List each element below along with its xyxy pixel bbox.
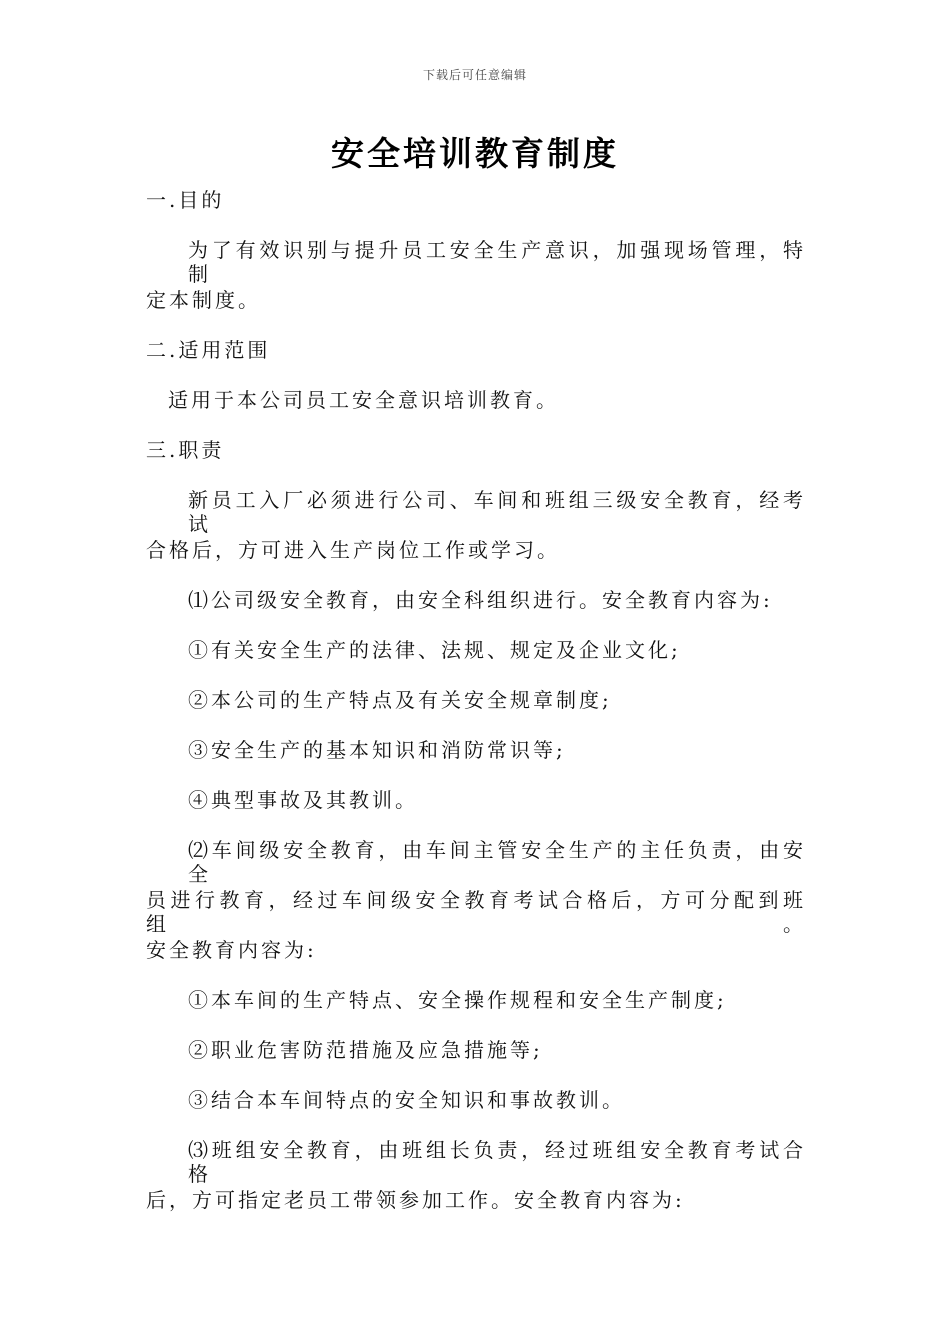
page-header: 下载后可任意编辑 (422, 68, 527, 82)
paragraph-line: 适用于本公司员工安全意识培训教育。 (168, 388, 559, 412)
section-heading-scope: 二.适用范围 (146, 338, 271, 362)
list-item: ④典型事故及其教训。 (188, 788, 418, 812)
paragraph-line: 员进行教育，经过车间级安全教育考试合格后，方可分配到班组。 (146, 888, 806, 936)
document-title: 安全培训教育制度 (331, 134, 619, 173)
paragraph-line: 安全教育内容为: (146, 938, 317, 962)
subsection-lead-workshop: ⑵车间级安全教育，由车间主管安全生产的主任负责，由安全 (188, 838, 806, 886)
section-heading-purpose: 一.目的 (146, 188, 225, 212)
list-item: ③结合本车间特点的安全知识和事故教训。 (188, 1088, 625, 1112)
subsection-lead-team: ⑶班组安全教育，由班组长负责，经过班组安全教育考试合格 (188, 1138, 806, 1186)
list-item: ①本车间的生产特点、安全操作规程和安全生产制度; (188, 988, 727, 1012)
paragraph-line: 为了有效识别与提升员工安全生产意识，加强现场管理，特制 (188, 238, 806, 286)
subsection-lead-company: ⑴公司级安全教育，由安全科组织进行。安全教育内容为: (188, 588, 773, 612)
section-heading-duty: 三.职责 (146, 438, 225, 462)
list-item: ②职业危害防范措施及应急措施等; (188, 1038, 543, 1062)
paragraph-line: 合格后，方可进入生产岗位工作或学习。 (146, 538, 560, 562)
paragraph-line: 新员工入厂必须进行公司、车间和班组三级安全教育，经考试 (188, 488, 806, 536)
paragraph-line: 后，方可指定老员工带领参加工作。安全教育内容为: (146, 1188, 685, 1212)
list-item: ③安全生产的基本知识和消防常识等; (188, 738, 566, 762)
list-item: ②本公司的生产特点及有关安全规章制度; (188, 688, 612, 712)
paragraph-line: 定本制度。 (146, 288, 261, 312)
list-item: ①有关安全生产的法律、法规、规定及企业文化; (188, 638, 681, 662)
